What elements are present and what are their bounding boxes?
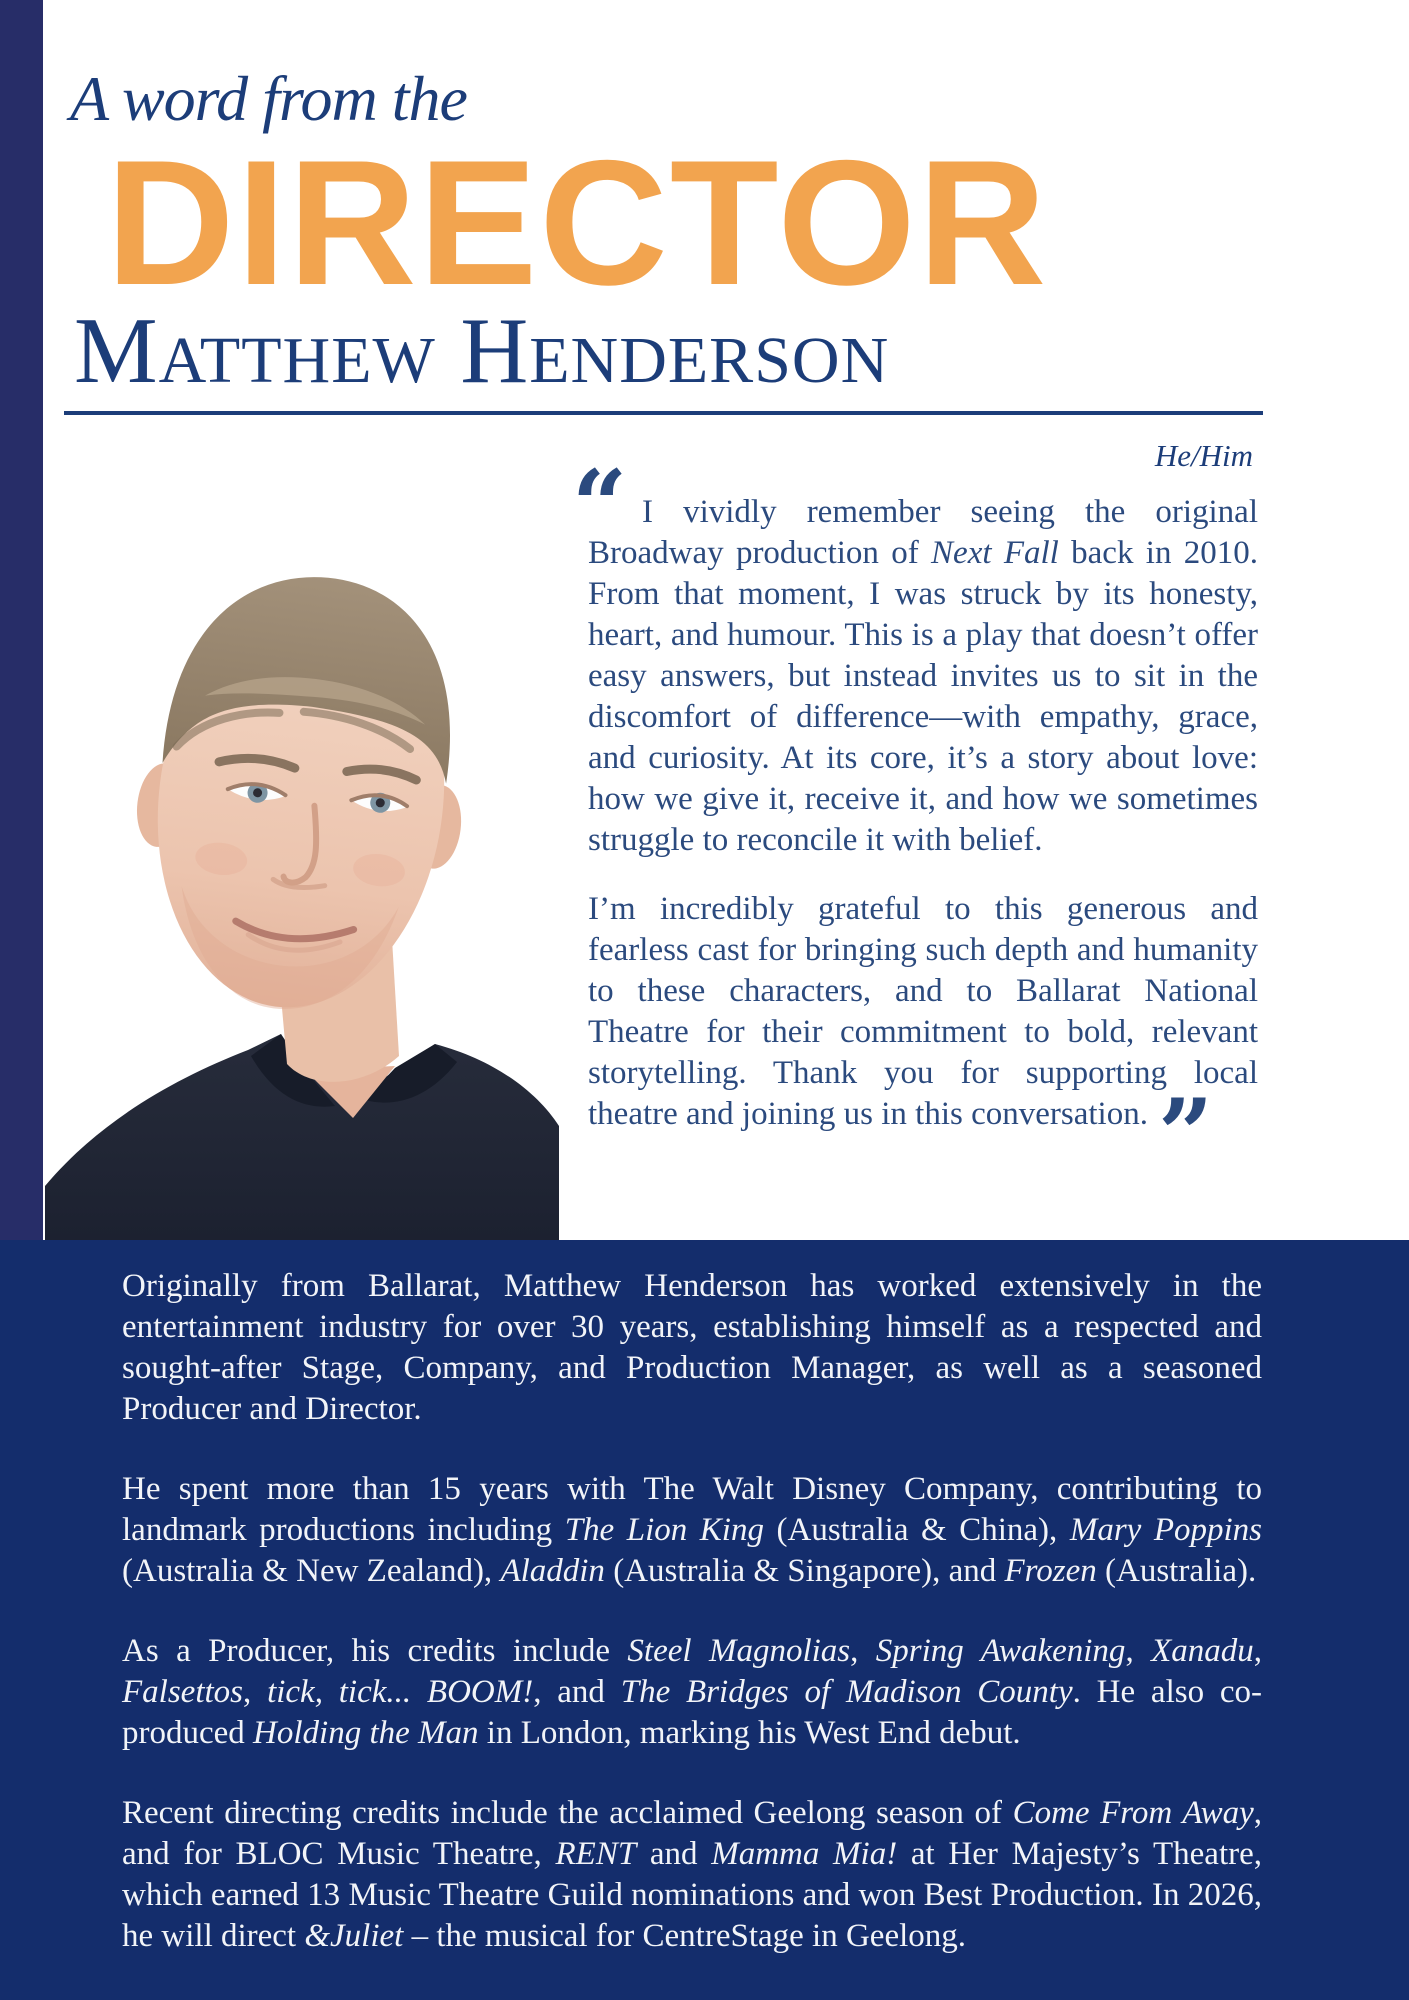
left-accent-bar bbox=[0, 0, 43, 1240]
bio-paragraph: Originally from Ballarat, Matthew Henderson has worked extensively in the entertainment industry for over 30 years, establishing himself as a respected and sought-after Stage, Company, and Production Manager, as well as a seasoned Producer and Director. bbox=[122, 1268, 1262, 1427]
bio-paragraph: As a Producer, his credits include Steel Magnolias, Spring Awakening, Xanadu, Falsettos, tick, tick... BOOM!, and The Bridges of Madison County. He also co-produced Holding the Man in London, marking his West End debut. bbox=[122, 1633, 1263, 1751]
director-photo bbox=[43, 470, 559, 1240]
quote-paragraph: I vividly remember seeing the original Broadway production of Next Fall back in 2010. From that moment, I was struck by its honesty, heart, and humour. This is a play that doesn’t offer easy answers, but instead invites us to sit in the discomfort of difference—with empathy, grace, and curiosity. At its core, it’s a story about love: how we give it, receive it, and how we sometimes struggle to reconcile it with belief. bbox=[588, 494, 1259, 858]
closing-quote-icon: ” bbox=[1157, 1078, 1210, 1191]
pronouns-text: He/Him bbox=[1154, 438, 1253, 473]
quote-paragraph bbox=[588, 889, 1258, 1191]
page-title: DIRECTOR bbox=[106, 123, 1049, 322]
director-name: Matthew Henderson bbox=[74, 299, 890, 403]
bio-paragraph: He spent more than 15 years with The Walt Disney Company, contributing to landmark productions including The Lion King (Australia & China), Mary Poppins (Australia & New Zealand), Aladdin (Australia & Singapore), and Frozen (Australia). bbox=[122, 1471, 1263, 1589]
bio-section bbox=[0, 1240, 1409, 2000]
divider-rule bbox=[64, 411, 1263, 415]
bio-paragraph: Recent directing credits include the acclaimed Geelong season of Come From Away, and for BLOC Music Theatre, RENT and Mamma Mia! at Her Majesty’s Theatre, which earned 13 Music Theatre Guild nominations and won Best Production. In 2026, he will direct &Juliet – the musical for CentreStage in Geelong. bbox=[122, 1795, 1262, 1954]
kicker-text: A word from the bbox=[70, 63, 467, 134]
quote-paragraph-text: I’m incredibly grateful to this generous and fearless cast for bringing such depth and humanity to these characters, and to Ballarat National Theatre for their commitment to bold, relevant storytelling. Thank you for supporting local theatre and joining us in this conversation. bbox=[588, 891, 1258, 1132]
opening-quote-icon: “ bbox=[572, 449, 628, 562]
